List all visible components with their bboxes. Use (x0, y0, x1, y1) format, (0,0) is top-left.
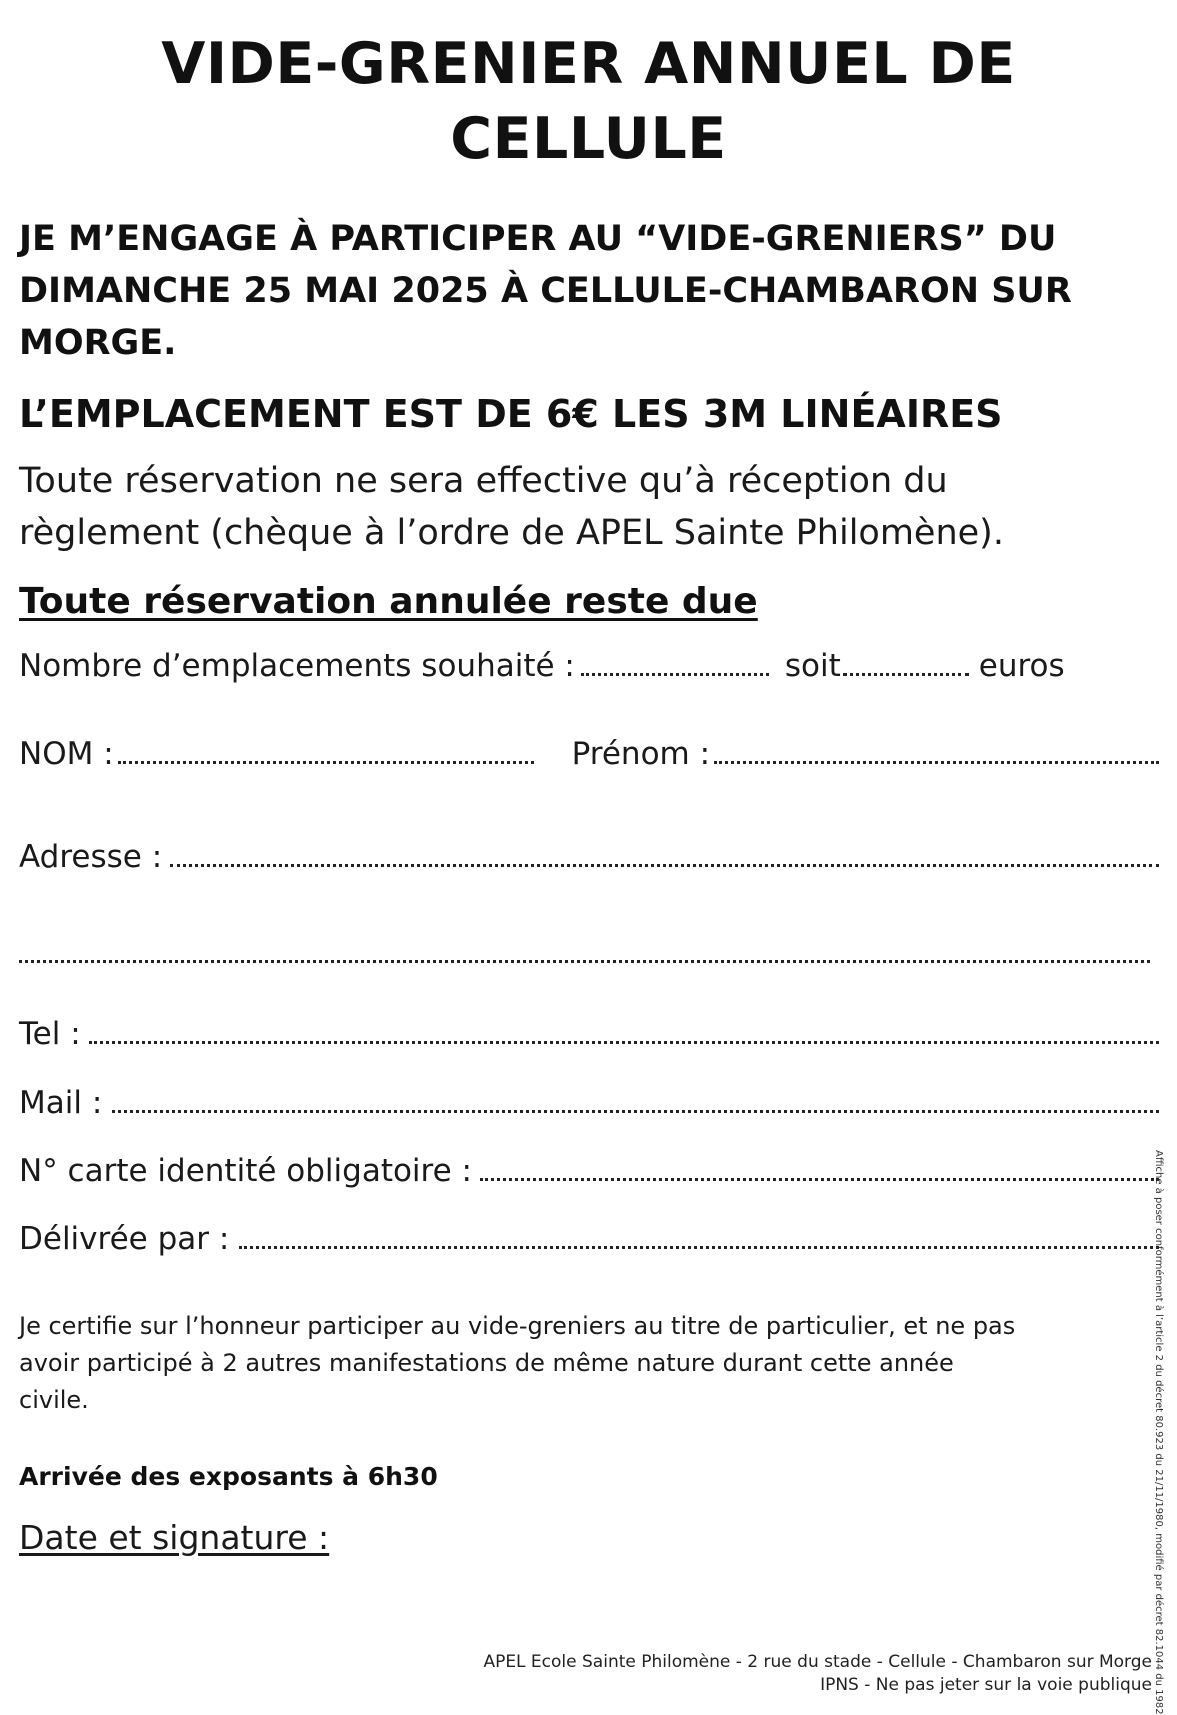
adresse-label: Adresse : (19, 839, 163, 875)
montant-field[interactable] (843, 647, 969, 676)
signature-label: Date et signature : (19, 1518, 330, 1557)
carte-identite-row (19, 1152, 1159, 1189)
engagement-statement (19, 213, 1139, 369)
mail-field[interactable] (112, 1084, 1159, 1113)
delivree-par-row (19, 1220, 1159, 1257)
tel-field[interactable] (89, 1015, 1159, 1044)
engagement-line: DIMANCHE 25 MAI 2025 À CELLULE-CHAMBARON SUR (19, 271, 1072, 311)
page-title (0, 27, 1177, 177)
nom-prenom-row (19, 735, 1159, 772)
mail-label: Mail : (19, 1085, 103, 1121)
page-title-line: CELLULE (450, 106, 727, 172)
tel-row (19, 1015, 1159, 1052)
nom-label: NOM : (19, 736, 114, 772)
soit-label: soit (784, 648, 841, 684)
prenom-field[interactable] (714, 735, 1159, 764)
cancellation-note: Toute réservation annulée reste due (19, 581, 758, 622)
reservation-note-line: Toute réservation ne sera effective qu’à réception du (19, 461, 948, 501)
reservation-note (19, 455, 1004, 559)
engagement-line: JE M’ENGAGE À PARTICIPER AU “VIDE-GRENIERS” DU (19, 219, 1057, 259)
carte-identite-field[interactable] (480, 1152, 1159, 1181)
page-title-line: VIDE-GRENIER ANNUEL DE (161, 31, 1016, 97)
footer (483, 1651, 1152, 1697)
footer-address: APEL Ecole Sainte Philomène - 2 rue du stade - Cellule - Chambaron sur Morge (483, 1652, 1152, 1672)
nombre-emplacements-row (19, 647, 1159, 684)
delivree-par-field[interactable] (239, 1220, 1159, 1249)
carte-identite-label: N° carte identité obligatoire : (19, 1153, 472, 1189)
mail-row (19, 1084, 1159, 1121)
prenom-label: Prénom : (571, 736, 711, 772)
arrival-time: Arrivée des exposants à 6h30 (19, 1462, 438, 1491)
adresse-field-line2[interactable] (19, 960, 1150, 963)
delivree-par-label: Délivrée par : (19, 1221, 230, 1257)
price-statement: L’EMPLACEMENT EST DE 6€ LES 3M LINÉAIRES (19, 392, 1003, 436)
footer-ipns: IPNS - Ne pas jeter sur la voie publique (820, 1675, 1152, 1695)
nom-field[interactable] (118, 735, 534, 764)
certification-line: Je certifie sur l’honneur participer au vide-greniers au titre de particulier, et ne pas (19, 1312, 1016, 1340)
adresse-field[interactable] (170, 838, 1159, 867)
engagement-line: MORGE. (19, 323, 177, 363)
certification-line: avoir participé à 2 autres manifestations de même nature durant cette année (19, 1349, 954, 1377)
legal-note-text: Affiche à poser conformément à l’article 2 du décret 80.923 du 21/11/1980, modifié par décret 82.1044 du 1982 (1153, 1150, 1164, 1715)
certification-line: civile. (19, 1386, 89, 1414)
nombre-emplacements-label: Nombre d’emplacements souhaité : (19, 648, 575, 684)
certification-statement (19, 1308, 1139, 1419)
adresse-row (19, 838, 1159, 875)
euros-label: euros (978, 648, 1065, 684)
reservation-note-line: règlement (chèque à l’ordre de APEL Sainte Philomène). (19, 513, 1004, 553)
nombre-emplacements-field[interactable] (581, 647, 769, 676)
tel-label: Tel : (19, 1016, 81, 1052)
